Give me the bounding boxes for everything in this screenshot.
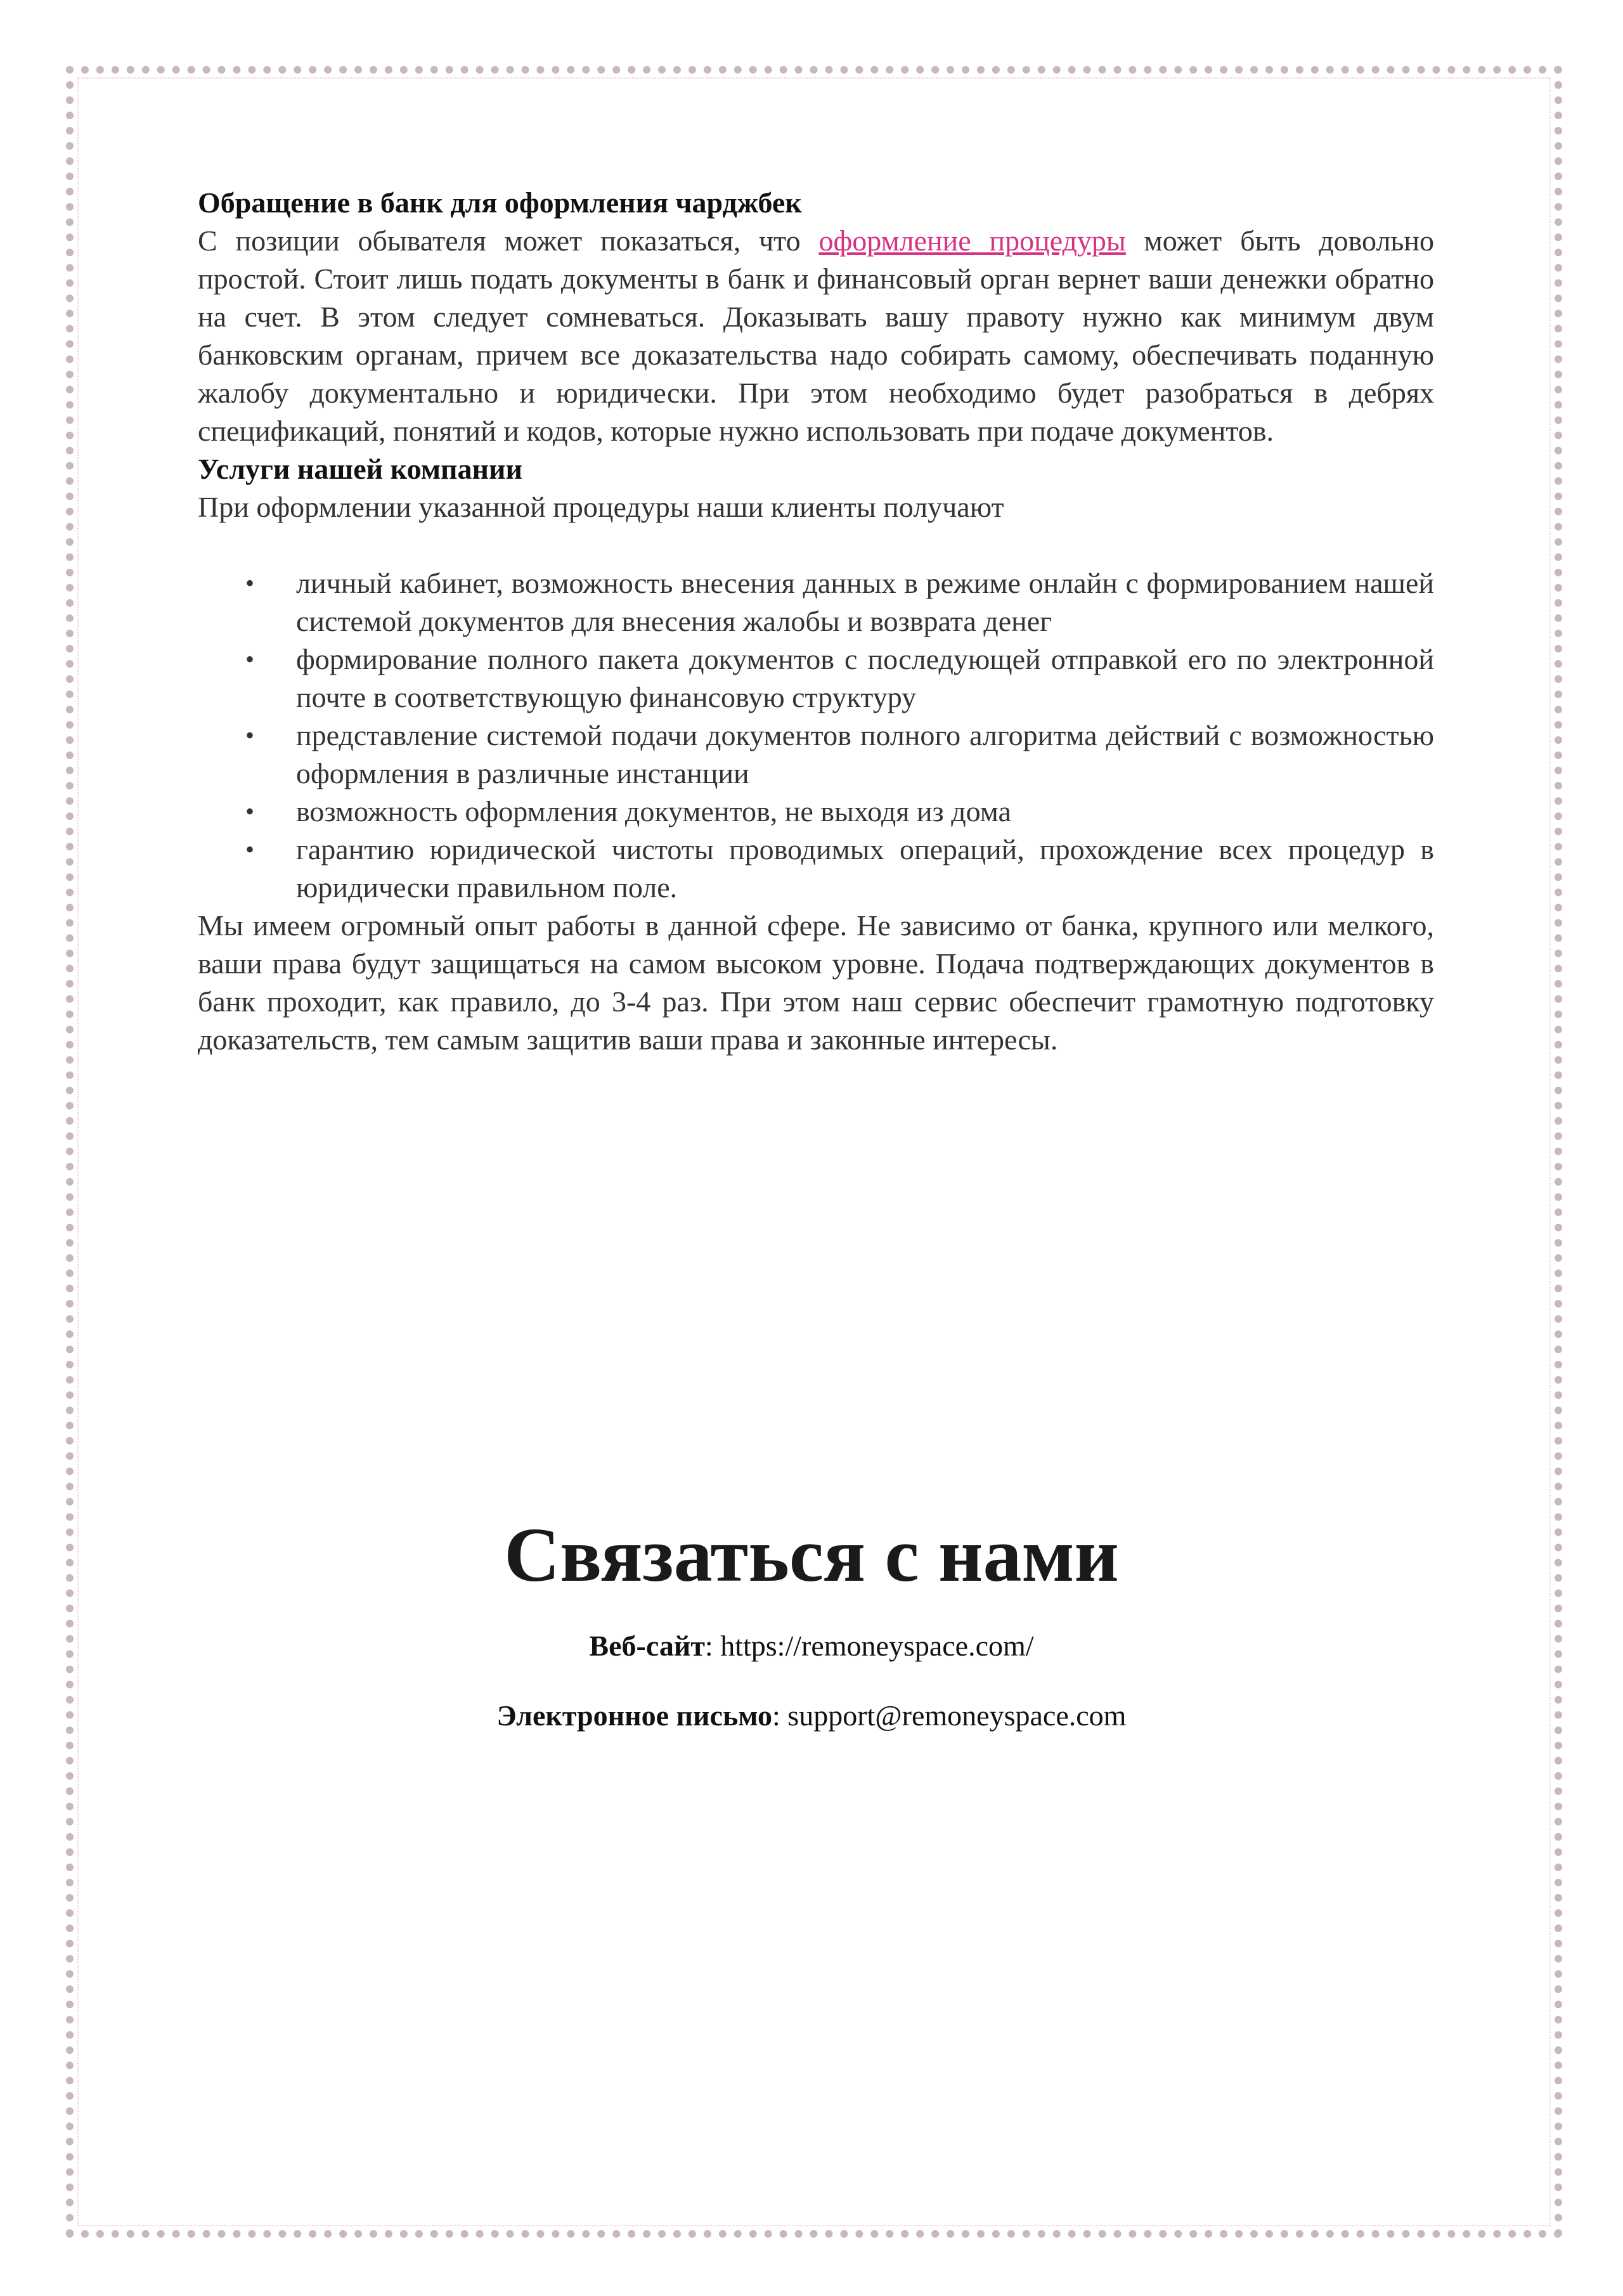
- document-content: [198, 184, 1434, 1059]
- list-item-text: личный кабинет, возможность внесения данных в режиме онлайн с формированием нашей системой документов для внесения жалобы и возврата денег: [296, 566, 1434, 637]
- website-url[interactable]: : https://remoneyspace.com/: [704, 1630, 1034, 1663]
- website-line: [0, 1627, 1623, 1665]
- list-item: [245, 640, 1434, 717]
- bullet-icon: •: [245, 644, 255, 673]
- email-address[interactable]: : support@remoneyspace.com: [772, 1699, 1127, 1732]
- benefits-list: [198, 564, 1434, 907]
- email-line: [0, 1697, 1623, 1735]
- services-intro: При оформлении указанной процедуры наши клиенты получают: [198, 490, 1004, 523]
- paragraph-text-start: С позиции обывателя может показаться, что: [198, 224, 819, 257]
- list-item: [245, 564, 1434, 640]
- list-item-text: возможность оформления документов, не выходя из дома: [296, 795, 1011, 827]
- bullet-icon: •: [245, 834, 255, 864]
- list-item: [245, 831, 1434, 907]
- closing-paragraph: Мы имеем огромный опыт работы в данной сфере. Не зависимо от банка, крупного или мелкого, ваши права будут защищаться на самом высоком уровне. Подача подтверждающих документов в банк проходит, как правило, до 3-4 раз. При этом наш сервис обеспечит грамотную подготовку доказательств, тем самым защитив ваши права и законные интересы.: [198, 909, 1434, 1056]
- procedure-link[interactable]: оформление процедуры: [818, 224, 1126, 257]
- website-label: Веб-сайт: [589, 1630, 705, 1663]
- section-heading-services: Услуги нашей компании: [198, 452, 523, 485]
- contact-title: Связаться с нами: [504, 1512, 1119, 1598]
- contact-section: [0, 1509, 1623, 1735]
- section-heading-chargeback: Обращение в банк для оформления чарджбек: [198, 186, 802, 219]
- chargeback-paragraph: [198, 222, 1434, 450]
- paragraph-text-end: может быть довольно простой. Стоит лишь подать документы в банк и финансовый орган вернет ваши денежки обратно на счет. В этом следует сомневаться. Доказывать вашу правоту нужно как минимум двум банковским органам, причем все доказательства надо собирать самому, обеспечивать поданную жалобу документально и юридически. При этом необходимо будет разобраться в дебрях спецификаций, понятий и кодов, которые нужно использовать при подаче документов.: [198, 224, 1434, 447]
- list-item: [245, 793, 1434, 831]
- bullet-icon: •: [245, 568, 255, 597]
- bullet-icon: •: [245, 796, 255, 826]
- list-item: [245, 717, 1434, 793]
- bullet-icon: •: [245, 720, 255, 749]
- email-label: Электронное письмо: [496, 1699, 773, 1732]
- list-item-text: представление системой подачи документов полного алгоритма действий с возможностью оформления в различные инстанции: [296, 718, 1434, 789]
- list-item-text: гарантию юридической чистоты проводимых операций, прохождение всех процедур в юридически правильном поле.: [296, 833, 1434, 904]
- list-item-text: формирование полного пакета документов с последующей отправкой его по электронной почте в соответствующую финансовую структуру: [296, 642, 1434, 713]
